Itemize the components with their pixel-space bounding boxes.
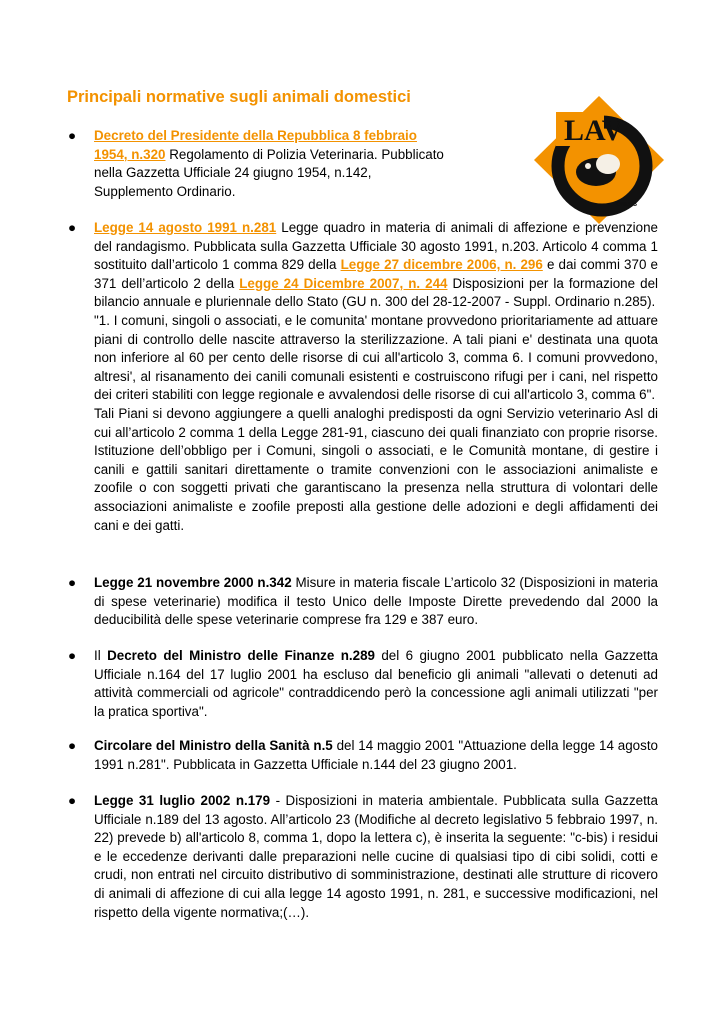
lav-logo <box>532 94 666 226</box>
bullet: ● <box>68 738 77 753</box>
law-title: Legge 31 luglio 2002 n.179 <box>94 793 271 808</box>
list-item <box>68 737 658 774</box>
bullet: ● <box>68 575 77 590</box>
bullet: ● <box>68 128 77 143</box>
law-link[interactable]: Legge 14 agosto 1991 n.281 <box>94 220 277 235</box>
bullet: ● <box>68 793 77 808</box>
list-item <box>68 127 444 201</box>
bullet: ● <box>68 648 77 663</box>
law-title: Legge 21 novembre 2000 n.342 <box>94 575 292 590</box>
svg-text:LAV: LAV <box>564 114 624 147</box>
item-text: Disposizioni per la formazione del bilancio annuale e pluriennale dello Stato (GU n. 300 del 28-12-2007 - Suppl. Ordinario n.285). <box>94 275 658 310</box>
item-text: Regolamento di Polizia Veterinaria. Pubblicato nella Gazzetta Ufficiale 24 giugno 1954, n.142, Supplemento Ordinario. <box>94 146 444 199</box>
logo-onlus: ONLUS <box>616 202 637 208</box>
law-link[interactable]: Decreto del Presidente della Repubblica 8 febbraio 1954, n.320 <box>94 128 417 162</box>
item-prefix: Il <box>94 648 108 663</box>
law-link[interactable]: Legge 24 Dicembre 2007, n. 244 <box>239 275 448 291</box>
law-title: Circolare del Ministro della Sanità n.5 <box>94 738 333 753</box>
item-text: Legge quadro in materia di animali di affezione e prevenzione del randagismo. Pubblicata sulla Gazzetta Ufficiale 30 agosto 1991, n.203. Articolo 4 comma 1 sostituito dall’articolo 1 comma 829 della <box>94 220 658 273</box>
item-text: Tali Piani si devono aggiungere a quelli analoghi predisposti da ogni Servizio veterinario Asl di cui all’articolo 2 comma 1 della Legge 281-91, ciascuno dei quali finanziato con proprie risorse. Istituzione dell’obbligo per i Comuni, singoli o associati, e le Comunità montane, di gestire i canili e gattili sanitari direttamente o tramite convenzioni con le associazioni animaliste e zoofile o con soggetti privati che garantiscano la presenza nella struttura di volontari delle associazioni animaliste e zoofile preposti alla gestione delle adozioni e degli affidamenti dei cani e dei gatti. <box>94 405 658 533</box>
bullet: ● <box>68 220 77 235</box>
item-text: del 14 maggio 2001 "Attuazione della legge 14 agosto 1991 n.281". Pubblicata in Gazzetta Ufficiale n.144 del 23 giugno 2001. <box>94 738 658 772</box>
list-item <box>68 647 658 721</box>
list-item <box>68 219 658 535</box>
quoted-text: "1. I comuni, singoli o associati, e le comunita' montane provvedono prioritariamente ad attuare piani di controllo delle nascite attraverso la sterilizzazione. A tali piani e' destinata una quota non inferiore al 60 per cento delle risorse di cui all'articolo 3, comma 6. I comuni provvedono, altresi', al risanamento dei canili comunali esistenti e costruiscono rifugi per i cani, nel rispetto dei criteri stabiliti con legge regionale e avvalendosi delle risorse di cui all'articolo 3, comma 6". <box>94 312 658 403</box>
item-text: del 6 giugno 2001 pubblicato nella Gazzetta Ufficiale n.164 del 17 luglio 2001 ha escluso dal beneficio gli animali "allevati o detenuti ad attività commerciali od agricole" contraddicendo però la concessione agli animali utilizzati "per la pratica sportiva". <box>94 648 658 719</box>
item-text: Misure in materia fiscale L’articolo 32 (Disposizioni in materia di spese veterinarie) modifica il testo Unico delle Imposte Dirette prevedendo dal 2000 la deducibilità delle spese veterinarie comprese fra 129 e 387 euro. <box>94 575 658 628</box>
law-link[interactable]: Legge 27 dicembre 2006, n. 296 <box>340 257 543 273</box>
list-item <box>68 792 658 922</box>
page-title: Principali normative sugli animali domestici <box>67 88 411 106</box>
list-item <box>68 574 658 630</box>
law-title: Decreto del Ministro delle Finanze n.289 <box>107 648 375 663</box>
item-text: - Disposizioni in materia ambientale. Pubblicata sulla Gazzetta Ufficiale n.189 del 13 agosto. All’articolo 23 (Modifiche al decreto legislativo 5 febbraio 1997, n. 22) prevede b) all'articolo 8, comma 1, dopo la lettera c), è inserita la seguente: "c-bis) i residui e le eccedenze derivanti dalle preparazioni nelle cucine di qualsiasi tipo di cibi solidi, cotti e crudi, non entrati nel circuito distributivo di somministrazione, destinati alle strutture di ricovero di animali di affezione di cui alla legge 14 agosto 1991, n. 281, e successive modificazioni, nel rispetto della vigente normativa;(…). <box>94 793 658 920</box>
item-text: e dai commi 370 e 371 dell’articolo 2 della <box>94 257 658 291</box>
